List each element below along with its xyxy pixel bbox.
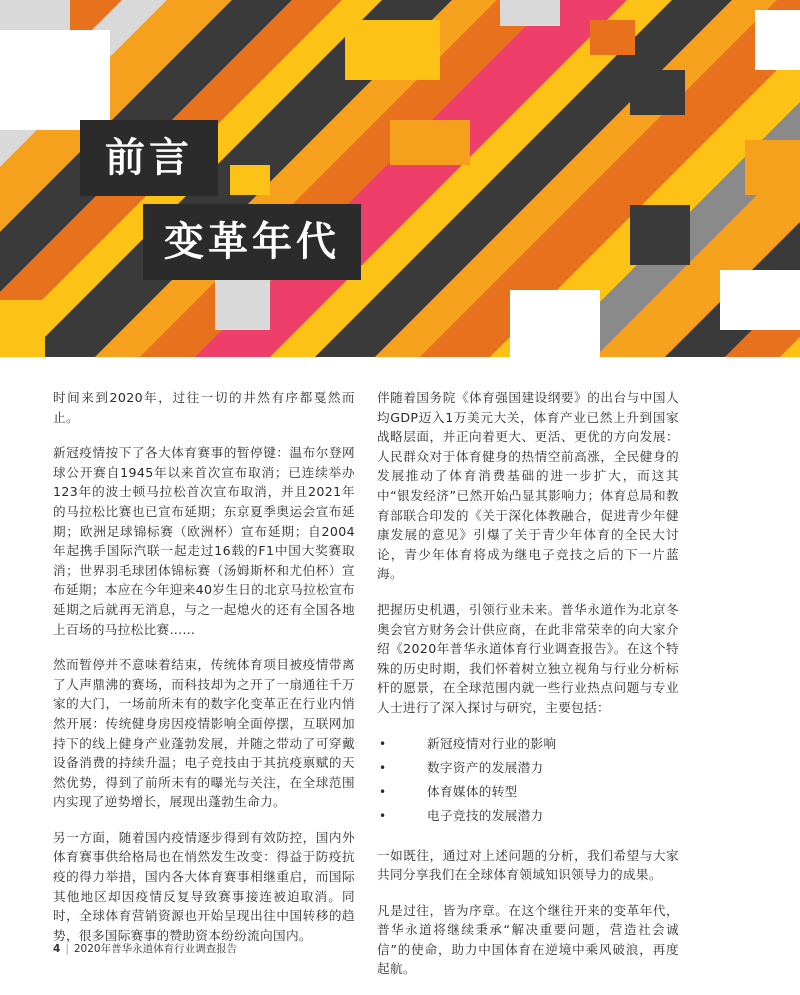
body-paragraph: 另一方面，随着国内疫情逐步得到有效防控，国内外体育赛事供给格局也在悄然发生改变：得益于防疫抗疫的得力举措，国内各大体育赛事相继重启，而国际其他地区却因疫情反复导致赛事接连被迫取消。同时，全球体育营销资源也开始呈现出往中国转移的趋势，很多国际赛事的赞助资本纷纷流向国内。 <box>53 829 355 943</box>
right-intro-paragraphs <box>377 388 679 718</box>
decorative-block <box>510 290 600 357</box>
body-paragraph: 一如既往，通过对上述问题的分析，我们希望与大家共同分享我们在全球体育领域知识领导力的成果。 <box>377 847 679 883</box>
decorative-block <box>0 300 45 357</box>
left-column <box>53 388 355 961</box>
page-number: 4 <box>53 943 61 955</box>
body-paragraph: 伴随着国务院《体育强国建设纲要》的出台与中国人均GDP迈入1万美元大关，体育产业已然上升到国家战略层面，并正向着更大、更活、更优的方向发展：人民群众对于体育健身的热情空前高涨，全民健身的发展推动了体育消费基础的进一步扩大，而这其中“银发经济”已然开始凸显其影响力；体育总局和教育部联合印发的《关于深化体教融合，促进青少年健康发展的意见》引爆了关于青少年体育的全民大讨论，青少年体育将成为继电子竞技之后的下一片蓝海。 <box>377 390 679 582</box>
decorative-block <box>390 120 470 165</box>
decorative-block <box>590 20 635 55</box>
topic-list <box>377 734 679 830</box>
body-paragraph: 然而暂停并不意味着结束，传统体育项目被疫情带离了人声鼎沸的赛场，而科技却为之开了一扇通往千万家的大门，一场前所未有的数字化变革正在行业内悄然开展：传统健身房因疫情影响全面停摆，互联网加持下的线上健身产业蓬勃发展，并随之带动了可穿戴设备消费的持续升温；电子竞技由于其抗疫禀赋的天然优势，得到了前所未有的曝光与关注，在全球范围内实现了逆势增长，展现出蓬勃生命力。 <box>53 657 355 810</box>
decorative-block <box>720 270 800 330</box>
topic-item <box>377 734 679 758</box>
body-paragraph: 时间来到2020年，过往一切的井然有序都戛然而止。 <box>53 390 355 425</box>
preface-title: 前言 <box>80 120 218 196</box>
footer-separator: | <box>65 943 69 955</box>
topic-item <box>377 806 679 830</box>
hero-banner <box>0 0 800 357</box>
body-paragraph: 凡是过往，皆为序章。在这个继往开来的变革年代，普华永道将继续秉承“解决重要问题，营造社会诚信”的使命，助力中国体育在逆境中乘风破浪，再度起航。 <box>377 902 679 977</box>
report-title: 2020年普华永道体育行业调查报告 <box>73 943 238 955</box>
decorative-block <box>0 0 70 30</box>
bullet-dot-icon: • <box>379 808 387 823</box>
chapter-title: 变革年代 <box>143 204 361 280</box>
bullet-dot-icon: • <box>379 736 387 751</box>
decorative-block <box>755 10 800 70</box>
decorative-block <box>230 165 270 195</box>
topic-label: 电子竞技的发展潜力 <box>427 807 544 823</box>
body-paragraph: 新冠疫情按下了各大体育赛事的暂停键：温布尔登网球公开赛自1945年以来首次宣布取消；已连续举办123年的波士顿马拉松首次宣布取消，并且2021年的马拉松比赛也已宣布延期；东京夏季奥运会宣布延期；欧洲足球锦标赛（欧洲杯）宣布延期；自2004年起携手国际汽联一起走过16载的F1中国大奖赛取消；世界羽毛球团体锦标赛（汤姆斯杯和尤伯杯）宣布延期；本应在今年迎来40岁生日的北京马拉松宣布延期之后就再无消息，与之一起熄火的还有全国各地上百场的马拉松比赛…… <box>53 445 355 637</box>
body-paragraph: 把握历史机遇，引领行业未来。普华永道作为北京冬奥会官方财务会计供应商，在此非常荣幸的向大家介绍《2020年普华永道体育行业调查报告》。在这个特殊的历史时期，我们怀着树立独立视角与行业分析标杆的愿景，在全球范围内就一些行业热点问题与专业人士进行了深入探讨与研究，主要包括： <box>377 601 679 715</box>
page-footer <box>53 941 237 956</box>
decorative-block <box>0 30 110 130</box>
right-closing-paragraphs <box>377 846 679 980</box>
decorative-block <box>630 205 690 265</box>
topic-label: 数字资产的发展潜力 <box>427 759 544 775</box>
topic-item <box>377 782 679 806</box>
decorative-block <box>745 140 800 195</box>
topic-label: 体育媒体的转型 <box>427 783 518 799</box>
decorative-block <box>215 280 270 330</box>
topic-label: 新冠疫情对行业的影响 <box>427 735 557 751</box>
bullet-dot-icon: • <box>379 784 387 799</box>
bullet-dot-icon: • <box>379 760 387 775</box>
right-column <box>377 388 679 995</box>
decorative-block <box>345 20 440 80</box>
topic-item <box>377 758 679 782</box>
decorative-block <box>500 0 560 26</box>
decorative-block <box>630 70 685 115</box>
